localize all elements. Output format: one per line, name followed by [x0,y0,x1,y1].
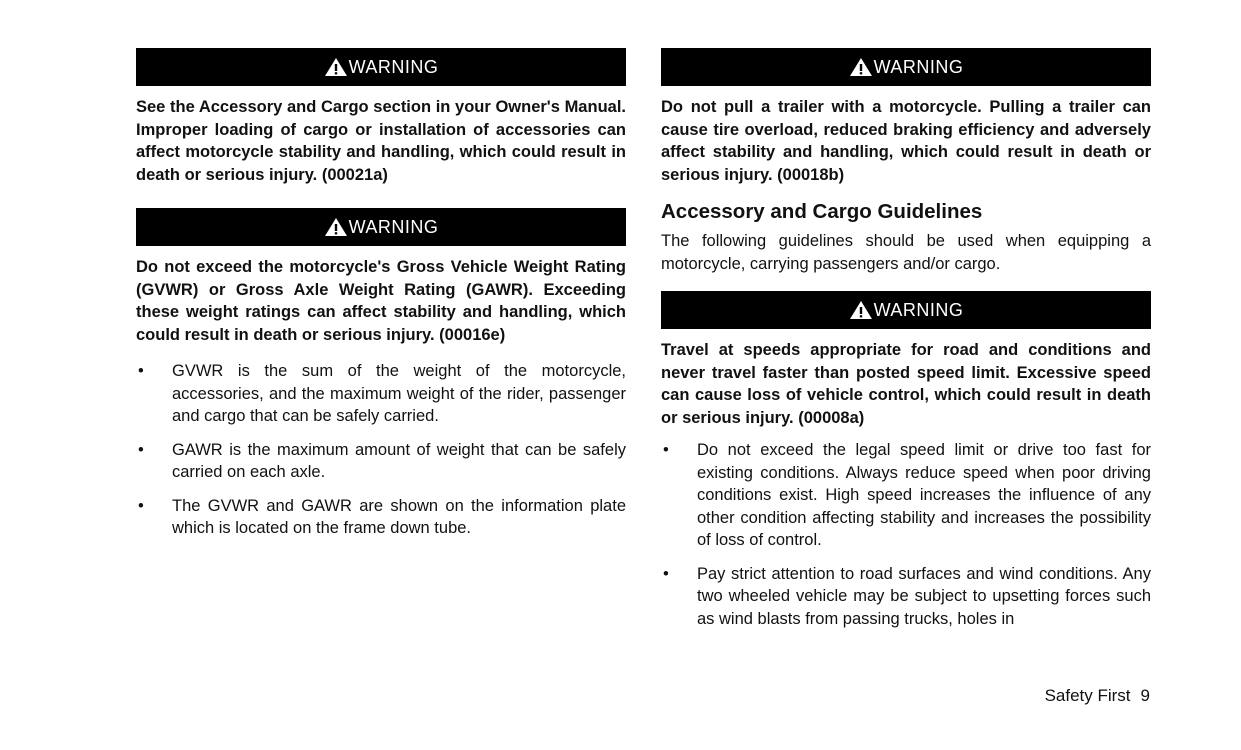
warning-triangle-icon [849,57,873,77]
warning-triangle-icon [324,57,348,77]
bullet: • [138,496,144,515]
bullet: • [138,440,144,459]
warning-banner [661,48,1151,86]
warning-text: Do not exceed the motorcycle's Gross Vehicle Weight Rating (GVWR) or Gross Axle Weight Rating (GAWR). Exceeding these weight ratings can affect stability and handling, which could result in death or serious injury. (00016e) [136,258,626,344]
section-heading: Accessory and Cargo Guidelines [661,200,983,223]
bullet: • [663,564,669,583]
warning-label: WARNING [348,216,439,237]
list-item: • GVWR is the sum of the weight of the motorcycle, accessories, and the maximum weight of the rider, passenger and cargo that can be safely carried. [138,362,626,425]
warning-text: Travel at speeds appropriate for road and conditions and never travel faster than posted speed limit. Excessive speed can cause loss of vehicle control, which could result in death or serious injury. (00008a) [661,341,1151,427]
list-item: • Pay strict attention to road surfaces and wind conditions. Any two wheeled vehicle may be subject to upsetting forces such as wind blasts from passing trucks, holes in [663,564,1151,628]
warning-text: Do not pull a trailer with a motorcycle. Pulling a trailer can cause tire overload, reduced braking efficiency and adversely affect stability and handling, which could result in death or serious injury. (00018b) [661,98,1151,184]
footer-section-title: Safety First [1044,686,1131,705]
bullet: • [138,362,144,380]
warning-banner [136,208,626,246]
warning-banner [661,291,1151,329]
warning-banner [136,48,626,86]
right-column [661,48,1151,641]
warning-text: See the Accessory and Cargo section in your Owner's Manual. Improper loading of cargo or installation of accessories can affect motorcycle stability and handling, which could result in death or serious injury. (00021a) [136,98,626,184]
intro-text: The following guidelines should be used when equipping a motorcycle, carrying passengers and/or cargo. [661,232,1151,273]
list-item: • The GVWR and GAWR are shown on the information plate which is located on the frame down tube. [138,496,626,537]
warning-label: WARNING [348,56,439,77]
warning-label: WARNING [873,56,964,77]
list-item: • Do not exceed the legal speed limit or drive too fast for existing conditions. Always reduce speed when poor driving conditions exist. High speed increases the influence of any other condition affecting stability and increases the possibility of loss of control. [663,441,1151,549]
warning-label: WARNING [873,299,964,320]
bullet-list [136,360,626,540]
warning-triangle-icon [849,300,873,320]
left-column [136,48,626,551]
list-item: • GAWR is the maximum amount of weight that can be safely carried on each axle. [138,440,626,481]
bullet-list [661,439,1151,630]
warning-triangle-icon [324,217,348,237]
page-number: 9 [1140,686,1150,705]
bullet: • [663,441,669,459]
page-footer [1045,686,1150,706]
